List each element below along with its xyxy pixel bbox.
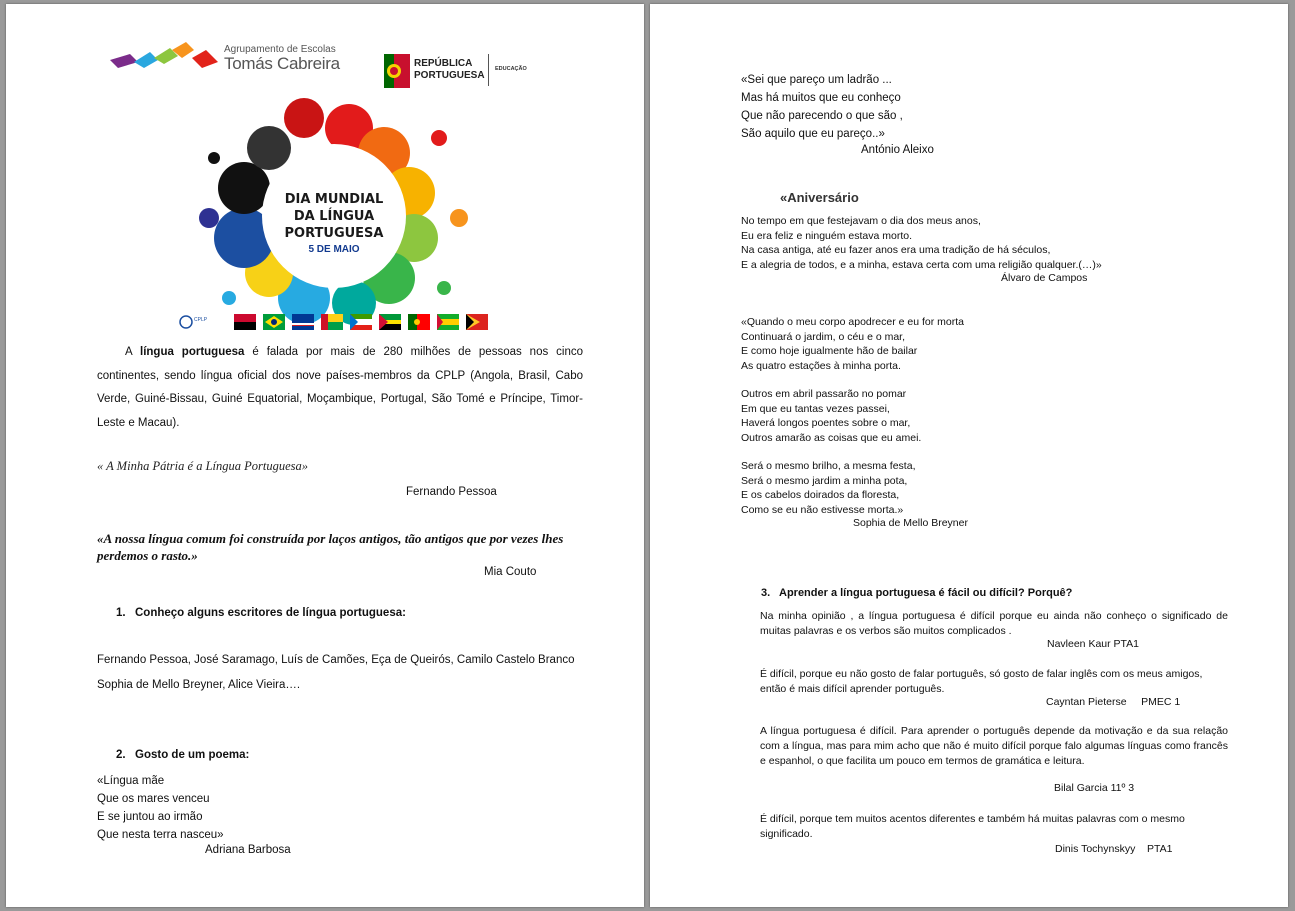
poem-line: Outros em abril passarão no pomar: [741, 388, 907, 400]
quote-couto: «A nossa língua comum foi construída por laços antigos, tão antigos que por vezes lhes perdemos o rasto.»: [97, 531, 564, 563]
poem-line: E os cabelos doirados da floresta,: [741, 489, 900, 501]
republic-logo-line2: PORTUGUESA: [414, 70, 485, 81]
poem-author: Adriana Barbosa: [205, 844, 291, 856]
poem-line: «Quando o meu corpo apodrecer e eu for morta: [741, 316, 964, 328]
republic-emblem-icon: [384, 54, 410, 88]
logo-divider: [488, 54, 489, 86]
poem-sophia-stanza1: [741, 315, 964, 373]
section2-number: 2.: [116, 749, 126, 761]
poem-sophia-stanza2: [741, 387, 921, 445]
quote-pessoa-author: Fernando Pessoa: [406, 486, 497, 498]
poem-aniversario: [741, 214, 1102, 272]
poem-line: Que nesta terra nasceu»: [97, 829, 224, 841]
quote-couto-author: Mia Couto: [484, 566, 537, 578]
poem-line: Em que eu tantas vezes passei,: [741, 402, 890, 415]
answer-1-text: Na minha opinião , a língua portuguesa é difícil porque eu ainda não conheço o significado de muitas palavras e os verbos são muitos complicados .: [760, 610, 1228, 637]
document-page-left: [6, 4, 644, 907]
poem-line: Na casa antiga, até eu fazer anos era uma tradição de há séculos,: [741, 244, 1051, 256]
poem-line: Mas há muitos que eu conheço: [741, 92, 901, 104]
poem-line: E se juntou ao irmão: [97, 811, 203, 823]
answer-3-author: Bilal Garcia 11º 3: [1054, 782, 1135, 794]
poem-line: Eu era feliz e ninguém estava morto.: [741, 229, 913, 242]
education-label: EDUCAÇÃO: [495, 66, 527, 72]
poster-title-line1: DIA MUNDIAL: [284, 192, 384, 207]
poem-line: Que não parecendo o que são ,: [741, 110, 903, 122]
cplp-label: CPLP: [194, 317, 208, 323]
poem-sophia-author: Sophia de Mello Breyner: [853, 517, 968, 529]
quote-pessoa: « A Minha Pátria é a Língua Portuguesa»: [97, 459, 308, 473]
answer-4-text: É difícil, porque tem muitos acentos diferentes e também há muitas palavras com o mesmo significado.: [760, 813, 1185, 840]
poem-line: No tempo em que festejavam o dia dos meus anos,: [741, 215, 981, 227]
poem-aniversario-author: Álvaro de Campos: [1001, 272, 1088, 284]
section2-title: Gosto de um poema:: [135, 749, 250, 761]
poster-title-line2: DA LÍNGUA: [293, 209, 375, 224]
intro-prefix: A: [125, 346, 133, 358]
section1-title: Conheço alguns escritores de língua portuguesa:: [135, 607, 406, 619]
answer-1-author: Navleen Kaur PTA1: [1047, 638, 1140, 650]
intro-paragraph: [97, 341, 583, 435]
poster-date: 5 DE MAIO: [308, 244, 360, 255]
poem-line: Será o mesmo brilho, a mesma festa,: [741, 460, 916, 472]
poster-title-line3: PORTUGUESA: [284, 226, 384, 241]
writers-line1: Fernando Pessoa, José Saramago, Luís de Camões, Eça de Queirós, Camilo Castelo Branco: [97, 654, 575, 666]
document-page-right: [650, 4, 1288, 907]
poem-line: «Língua mãe: [97, 775, 165, 787]
aniversario-title: «Aniversário: [780, 190, 859, 205]
poem-line: Como se eu não estivesse morta.»: [741, 503, 904, 516]
poster-image: [174, 98, 500, 334]
poem-line: São aquilo que eu pareço..»: [741, 128, 885, 140]
poem-aleixo-author: António Aleixo: [861, 144, 934, 156]
poem-line: Que os mares venceu: [97, 793, 210, 805]
school-logo-name: Tomás Cabreira: [224, 54, 340, 73]
answer-4-author: Dinis Tochynskyy PTA1: [1055, 843, 1173, 855]
section3-title: Aprender a língua portuguesa é fácil ou difícil? Porquê?: [779, 587, 1073, 599]
answer-3-text: A língua portuguesa é difícil. Para aprender o português depende da motivação e da sua relação com a língua, mas para mim acho que não é muito difícil porque falo algumas línguas como francês e espanhol, o que facilita um pouco em termos de gramática e leitura.: [760, 725, 1228, 767]
section1-number: 1.: [116, 607, 126, 619]
poem-line: As quatro estações à minha porta.: [741, 359, 901, 372]
poem-lingua-mae: [97, 772, 224, 844]
poem-aleixo: [741, 71, 903, 143]
answer-2-author: Cayntan Pieterse PMEC 1: [1046, 696, 1181, 708]
poem-line: Continuará o jardim, o céu e o mar,: [741, 330, 906, 343]
poem-line: E como hoje igualmente hão de bailar: [741, 345, 918, 357]
writers-line2: Sophia de Mello Breyner, Alice Vieira….: [97, 679, 301, 691]
republic-logo-line1: REPÚBLICA: [414, 58, 473, 69]
school-logo-mark: [108, 40, 228, 74]
poem-line: Haverá longos poentes sobre o mar,: [741, 417, 911, 429]
answer-2-text: É difícil, porque eu não gosto de falar português, só gosto de falar inglês com os meus amigos, então é mais difícil aprender português.: [760, 668, 1203, 695]
poem-line: E a alegria de todos, e a minha, estava certa com uma religião qualquer.(…)»: [741, 258, 1102, 271]
section3-number: 3.: [761, 587, 771, 599]
school-logo-top-text: Agrupamento de Escolas: [224, 44, 336, 55]
poem-line: Será o mesmo jardim a minha pota,: [741, 474, 908, 487]
poem-line: «Sei que pareço um ladrão ...: [741, 74, 892, 86]
intro-rest: é falada por mais de 280 milhões de pessoas nos cinco continentes, sendo língua oficial dos nove países-membros da CPLP (Angola, Brasil, Cabo Verde, Guiné-Bissau, Guiné Equatorial, Moçambique, Portugal, São Tomé e Príncipe, Timor-Leste e Macau).: [97, 346, 583, 429]
intro-bold-term: língua portuguesa: [140, 346, 245, 358]
poem-sophia-stanza3: [741, 459, 916, 517]
poem-line: Outros amarão as coisas que eu amei.: [741, 431, 922, 444]
